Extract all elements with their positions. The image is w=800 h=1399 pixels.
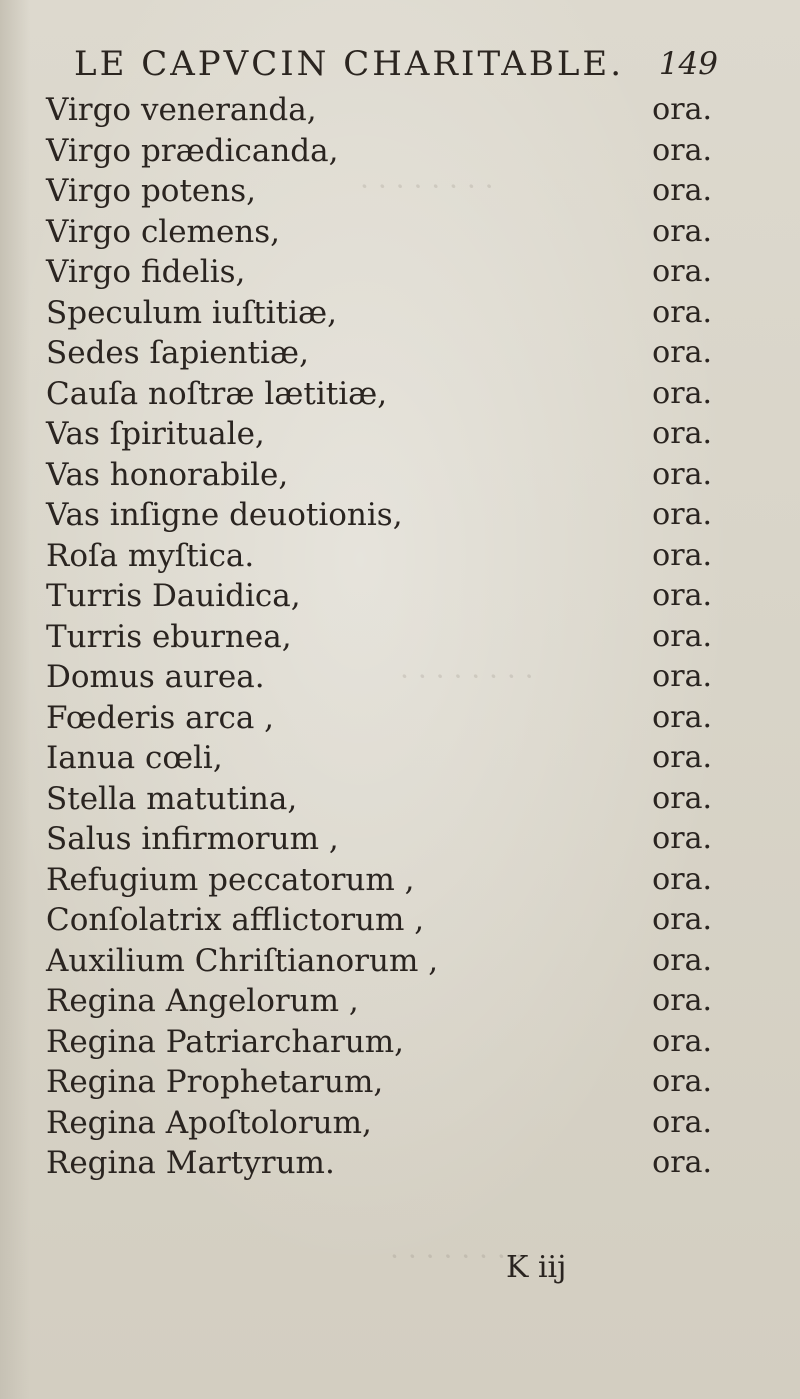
- invocation-text: Vas ſpirituale,: [46, 416, 265, 452]
- litany-line: [46, 1062, 714, 1103]
- response-text: ora.: [652, 1104, 712, 1140]
- response-text: ora.: [652, 942, 712, 978]
- response-text: ora.: [652, 618, 712, 654]
- response-text: ora.: [652, 416, 712, 451]
- response-text: ora.: [652, 254, 712, 289]
- response-text: ora.: [652, 1023, 712, 1059]
- invocation-text: Vas inſigne deuotionis,: [46, 497, 403, 533]
- litany-line: [46, 212, 714, 253]
- litany-line: [46, 293, 714, 334]
- invocation-text: Turris Dauidica,: [46, 578, 301, 614]
- invocation-text: Vas honorabile,: [46, 456, 289, 493]
- show-through-text: · · · · · · · ·: [360, 170, 494, 203]
- response-text: ora.: [652, 861, 712, 897]
- invocation-text: Salus infirmorum ,: [46, 821, 339, 857]
- litany-line: [46, 1103, 714, 1144]
- invocation-text: Speculum iuſtitiæ,: [46, 294, 337, 331]
- response-text: ora.: [652, 92, 712, 127]
- response-text: ora.: [652, 375, 712, 411]
- invocation-text: Virgo veneranda,: [46, 92, 317, 128]
- litany-line: [46, 455, 714, 496]
- invocation-text: Roſa myſtica.: [46, 537, 255, 574]
- invocation-text: Conſolatrix afflictorum ,: [46, 902, 425, 938]
- invocation-text: Regina Martyrum.: [46, 1145, 335, 1181]
- invocation-text: Regina Angelorum ,: [46, 983, 359, 1019]
- litany-line: [46, 171, 714, 212]
- response-text: ora.: [652, 132, 712, 168]
- litany-line: [46, 779, 714, 820]
- litany-line: [46, 860, 714, 901]
- invocation-text: Turris eburnea,: [46, 618, 292, 655]
- invocation-text: Fœderis arca ,: [46, 699, 275, 736]
- litany-line: [46, 374, 714, 415]
- show-through-text: · · · · · · · ·: [390, 1240, 524, 1273]
- response-text: ora.: [652, 699, 712, 735]
- response-text: ora.: [652, 1145, 712, 1180]
- response-text: ora.: [652, 780, 712, 816]
- litany-line: [46, 900, 714, 941]
- invocation-text: Regina Apoſtolorum,: [46, 1104, 372, 1141]
- invocation-text: Regina Patriarcharum,: [46, 1023, 405, 1060]
- response-text: ora.: [652, 578, 712, 613]
- page-number: 149: [658, 46, 718, 82]
- litany-line: [46, 90, 714, 131]
- invocation-text: Refugium peccatorum ,: [46, 861, 415, 898]
- response-text: ora.: [652, 821, 712, 856]
- response-text: ora.: [652, 173, 712, 208]
- invocation-text: Cauſa noſtræ lætitiæ,: [46, 375, 388, 412]
- invocation-text: Ianua cœli,: [46, 740, 223, 776]
- litany-line: [46, 252, 714, 293]
- invocation-text: Sedes ſapientiæ,: [46, 335, 309, 371]
- invocation-text: Regina Prophetarum,: [46, 1064, 384, 1100]
- litany-line: [46, 536, 714, 577]
- response-text: ora.: [652, 213, 712, 249]
- invocation-text: Virgo prædicanda,: [46, 132, 339, 169]
- litany-line: [46, 1022, 714, 1063]
- litany-line: [46, 131, 714, 172]
- litany-line: [46, 738, 714, 779]
- show-through-text: · · · · · · · ·: [400, 660, 534, 693]
- response-text: ora.: [652, 902, 712, 937]
- running-title: LE CAPVCIN CHARITABLE.: [74, 44, 625, 84]
- litany-line: [46, 414, 714, 455]
- response-text: ora.: [652, 294, 712, 330]
- response-text: ora.: [652, 659, 712, 694]
- page-footer: [506, 1250, 626, 1294]
- response-text: ora.: [652, 1064, 712, 1099]
- litany-line: [46, 698, 714, 739]
- page-header: [74, 40, 718, 96]
- invocation-text: Virgo fidelis,: [46, 254, 246, 290]
- litany-line: [46, 495, 714, 536]
- page-gutter-shadow: [0, 0, 30, 1399]
- response-text: ora.: [652, 335, 712, 370]
- invocation-text: Virgo potens,: [46, 173, 256, 209]
- litany-line: [46, 576, 714, 617]
- litany-line: [46, 657, 714, 698]
- response-text: ora.: [652, 497, 712, 532]
- litany-list: [46, 90, 714, 1184]
- litany-line: [46, 333, 714, 374]
- response-text: ora.: [652, 456, 712, 492]
- invocation-text: Auxilium Chriſtianorum ,: [46, 942, 439, 979]
- litany-line: [46, 617, 714, 658]
- litany-line: [46, 981, 714, 1022]
- invocation-text: Virgo clemens,: [46, 213, 281, 250]
- signature-mark: K iij: [506, 1250, 567, 1285]
- litany-line: [46, 819, 714, 860]
- invocation-text: Stella matutina,: [46, 780, 298, 817]
- response-text: ora.: [652, 740, 712, 775]
- response-text: ora.: [652, 983, 712, 1018]
- litany-line: [46, 941, 714, 982]
- response-text: ora.: [652, 537, 712, 573]
- litany-line: [46, 1143, 714, 1184]
- invocation-text: Domus aurea.: [46, 659, 265, 695]
